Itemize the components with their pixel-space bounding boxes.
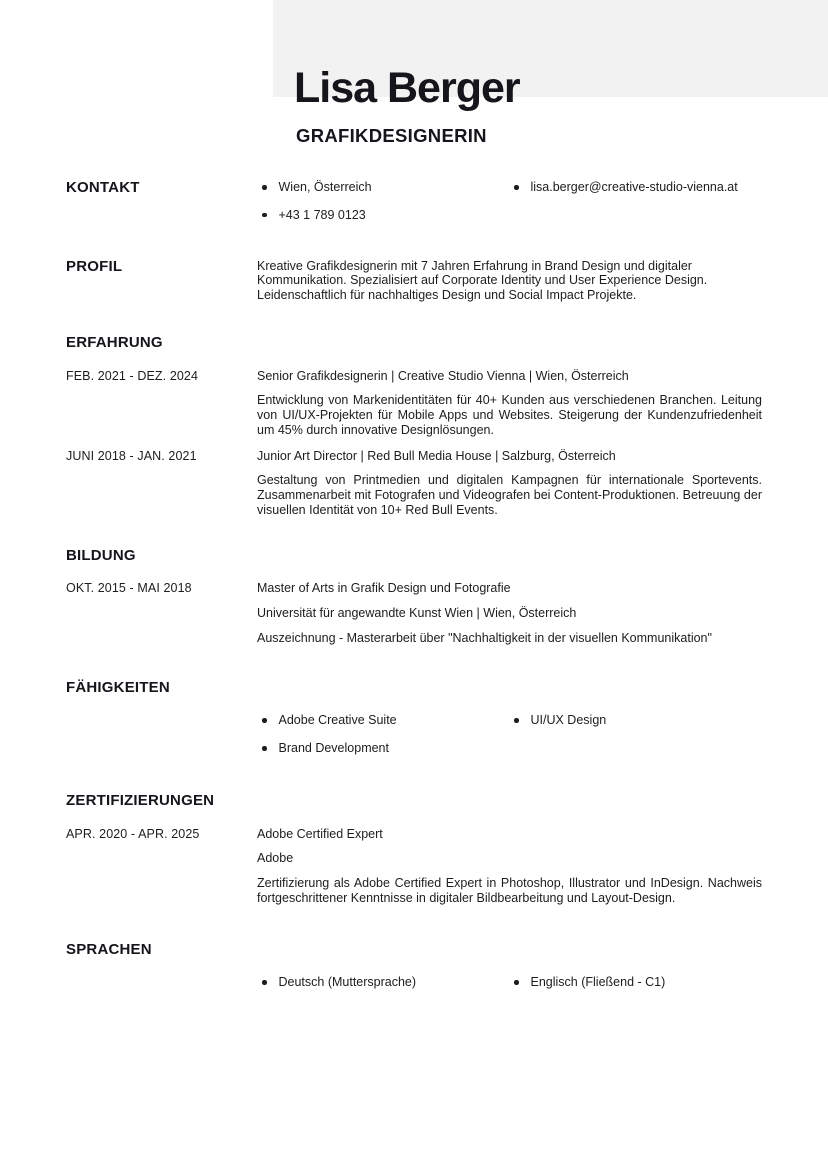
profil-heading: PROFIL	[66, 257, 123, 275]
header	[0, 0, 828, 160]
section-bildung-heading-row	[66, 548, 762, 564]
list-item	[509, 713, 762, 728]
erfahrung-entry	[66, 449, 762, 518]
bildung-entry	[66, 581, 762, 645]
degree-title: Master of Arts in Grafik Design und Fotografie	[257, 581, 511, 596]
kontakt-heading: KONTAKT	[66, 179, 140, 196]
erfahrung-heading: ERFAHRUNG	[66, 333, 163, 351]
zertifizierung-entry	[66, 827, 762, 906]
skill-label: Adobe Creative Suite	[278, 713, 397, 728]
person-job-title: GRAFIKDESIGNERIN	[296, 125, 487, 146]
profil-text: Kreative Grafikdesignerin mit 7 Jahren Erfahrung in Brand Design und digitaler Kommunikation. Spezialisiert auf Corporate Identity und User Experience Design. Leidenschaftlich für nachhaltiges Design und Social Impact Projekte.	[257, 258, 708, 302]
bullet-icon	[262, 718, 267, 723]
languages-list	[257, 975, 762, 990]
bullet-icon	[262, 746, 267, 751]
bullet-icon	[262, 980, 267, 985]
bullet-icon	[262, 213, 267, 218]
contact-phone: +43 1 789 0123	[278, 207, 366, 222]
skill-label: UI/UX Design	[530, 713, 607, 728]
section-faehigkeiten-heading-row	[66, 680, 762, 696]
entry-date: JUNI 2018 - JAN. 2021	[66, 448, 197, 463]
bullet-icon	[514, 185, 519, 190]
faehigkeiten-list-row	[66, 713, 762, 756]
entry-date: APR. 2020 - APR. 2025	[66, 826, 200, 841]
list-item	[257, 180, 509, 195]
contact-email: lisa.berger@creative-studio-vienna.at	[530, 180, 738, 194]
certificate-issuer: Adobe	[257, 851, 294, 866]
resume-body	[0, 180, 828, 990]
list-item	[257, 208, 509, 223]
faehigkeiten-heading: FÄHIGKEITEN	[66, 678, 170, 696]
institution: Universität für angewandte Kunst Wien | Wien, Österreich	[257, 606, 577, 620]
entry-date: OKT. 2015 - MAI 2018	[66, 581, 192, 596]
bullet-icon	[262, 185, 267, 190]
section-zertifizierungen-heading-row	[66, 793, 762, 809]
list-item	[257, 713, 509, 728]
entry-description: Gestaltung von Printmedien und digitalen Kampagnen für internationale Sportevents. Zusammenarbeit mit Fotografen und Videografen bei Content-Produktionen. Betreuung der visuellen Identität von 10+ Red Bull Events.	[257, 473, 762, 517]
language-label: Englisch (Fließend - C1)	[530, 975, 666, 990]
section-sprachen-heading-row	[66, 942, 762, 958]
skills-list	[257, 713, 762, 756]
award-note: Auszeichnung - Masterarbeit über "Nachhaltigkeit in der visuellen Kommunikation"	[257, 630, 712, 645]
language-label: Deutsch (Muttersprache)	[278, 975, 417, 990]
entry-description: Entwicklung von Markenidentitäten für 40+ Kunden aus verschiedenen Branchen. Leitung von UI/UX-Projekten für Mobile Apps und Websites. Steigerung der Kundenzufriedenheit um 45% durch innovative Designlösungen.	[257, 393, 762, 437]
zertifizierungen-heading: ZERTIFIZIERUNGEN	[66, 791, 215, 809]
section-kontakt	[66, 180, 762, 223]
bullet-icon	[514, 980, 519, 985]
sprachen-heading: SPRACHEN	[66, 940, 152, 958]
certificate-description: Zertifizierung als Adobe Certified Expert in Photoshop, Illustrator und InDesign. Nachweis fortgeschrittener Kenntnisse in digitaler Bildbearbeitung und Layout-Design.	[257, 876, 762, 905]
kontakt-list	[257, 180, 762, 223]
entry-title: Senior Grafikdesignerin | Creative Studio Vienna | Wien, Österreich	[257, 368, 629, 383]
sprachen-list-row	[66, 975, 762, 990]
erfahrung-entry	[66, 369, 762, 438]
list-item	[509, 180, 762, 195]
contact-location: Wien, Österreich	[278, 180, 372, 194]
skill-label: Brand Development	[278, 741, 389, 755]
entry-title: Junior Art Director | Red Bull Media House | Salzburg, Österreich	[257, 448, 616, 463]
list-item	[257, 741, 509, 756]
person-name: Lisa Berger	[294, 64, 520, 112]
list-item	[509, 975, 762, 990]
certificate-title: Adobe Certified Expert	[257, 826, 383, 841]
bildung-heading: BILDUNG	[66, 546, 136, 564]
list-item	[257, 975, 509, 990]
entry-date: FEB. 2021 - DEZ. 2024	[66, 368, 199, 383]
section-erfahrung-heading-row	[66, 335, 762, 351]
bullet-icon	[514, 718, 519, 723]
section-profil	[66, 259, 762, 303]
